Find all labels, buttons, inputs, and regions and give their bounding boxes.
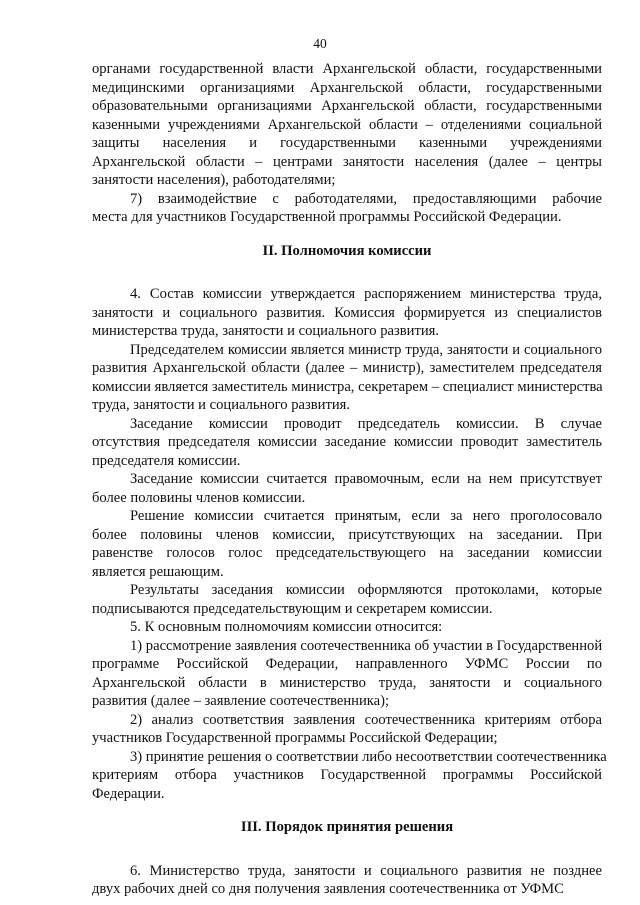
paragraph — [92, 581, 602, 618]
paragraph — [92, 341, 602, 415]
section-heading: III. Порядок принятия решения — [240, 819, 454, 835]
text-line: равенстве голосов голос председательствующего на заседании комиссии — [92, 545, 602, 561]
page-number: 40 — [313, 36, 327, 51]
text-line: развития (далее – заявление соотечественника); — [92, 693, 390, 709]
text-line: места для участников Государственной программы Российской Федерации. — [92, 209, 562, 225]
text-line: отсутствия председателя комиссии заседание комиссии проводит заместитель — [92, 434, 602, 450]
text-line: критериям отбора участников Государственной программы Российской — [92, 767, 602, 783]
text-line: 3) принятие решения о соответствии либо несоответствии соотечественника — [130, 748, 607, 765]
paragraph — [92, 285, 602, 341]
text-line: Заседание комиссии проводит председатель комиссии. В случае — [130, 415, 602, 432]
paragraph — [92, 637, 602, 711]
text-line: образовательными организациями Архангельской области, государственными — [92, 98, 602, 114]
text-line: занятости населения), работодателями; — [92, 172, 336, 188]
text-line: 4. Состав комиссии утверждается распоряжением министерства труда, — [130, 286, 602, 302]
text-line: Федерации. — [92, 785, 165, 802]
text-line: двух рабочих дней со дня получения заявления соотечественника от УФМС — [92, 881, 564, 897]
text-line: труда, занятости и социального развития. — [92, 397, 351, 413]
paragraph — [92, 711, 602, 748]
text-line: Архангельской области в министерство труда, занятости и социального — [92, 674, 602, 691]
text-line: 6. Министерство труда, занятости и социального развития не позднее — [130, 862, 602, 879]
text-line: министерства труда, занятости и социального развития. — [92, 323, 439, 339]
text-line: Результаты заседания комиссии оформляются протоколами, которые — [130, 582, 602, 598]
text-line: 5. К основным полномочиям комиссии относится: — [130, 619, 443, 635]
text-line: Председателем комиссии является министр труда, занятости и социального — [130, 341, 602, 358]
paragraph — [92, 862, 602, 899]
text-line: более половины членов комиссии. — [92, 489, 306, 506]
text-line: казенными учреждениями Архангельской области – отделениями социальной — [92, 116, 602, 133]
text-line: развития Архангельской области (далее – министр), заместителем председателя — [92, 360, 602, 376]
section-heading: II. Полномочия комиссии — [262, 242, 432, 259]
paragraph — [92, 618, 602, 637]
text-line: занятости и социального развития. Комиссия формируется из специалистов — [92, 304, 602, 321]
text-line: программе Российской Федерации, направленного УФМС России по — [92, 656, 602, 672]
text-line: медицинскими организациями Архангельской области, государственными — [92, 79, 602, 96]
paragraph — [92, 190, 602, 227]
text-line: 2) анализ соответствия заявления соотечественника критериям отбора — [130, 711, 602, 728]
text-line: 1) рассмотрение заявления соотечественника об участии в Государственной — [130, 637, 603, 654]
text-line: является решающим. — [92, 563, 224, 580]
document-body — [92, 60, 607, 899]
paragraph — [92, 470, 602, 507]
paragraph — [92, 415, 602, 471]
text-line: органами государственной власти Архангельской области, государственными — [92, 61, 602, 77]
text-line: Заседание комиссии считается правомочным, если на нем присутствует — [130, 471, 602, 487]
text-line: 7) взаимодействие с работодателями, предоставляющими рабочие — [130, 190, 602, 207]
text-line: участников Государственной программы Российской Федерации; — [92, 730, 498, 746]
paragraph — [92, 60, 602, 190]
text-line: подписываются председательствующим и секретарем комиссии. — [92, 600, 493, 617]
paragraph — [92, 507, 602, 581]
text-line: председателя комиссии. — [92, 452, 241, 469]
text-line: Решение комиссии считается принятым, если за него проголосовало — [130, 508, 602, 524]
text-line: более половины членов комиссии, присутствующих на заседании. При — [92, 526, 602, 543]
text-line: Архангельской области – центрами занятости населения (далее – центры — [92, 153, 602, 170]
paragraph — [92, 748, 607, 804]
text-line: комиссии является заместитель министра, секретарем – специалист министерства — [92, 378, 603, 395]
text-line: защиты населения и государственными казенными учреждениями — [92, 135, 602, 151]
